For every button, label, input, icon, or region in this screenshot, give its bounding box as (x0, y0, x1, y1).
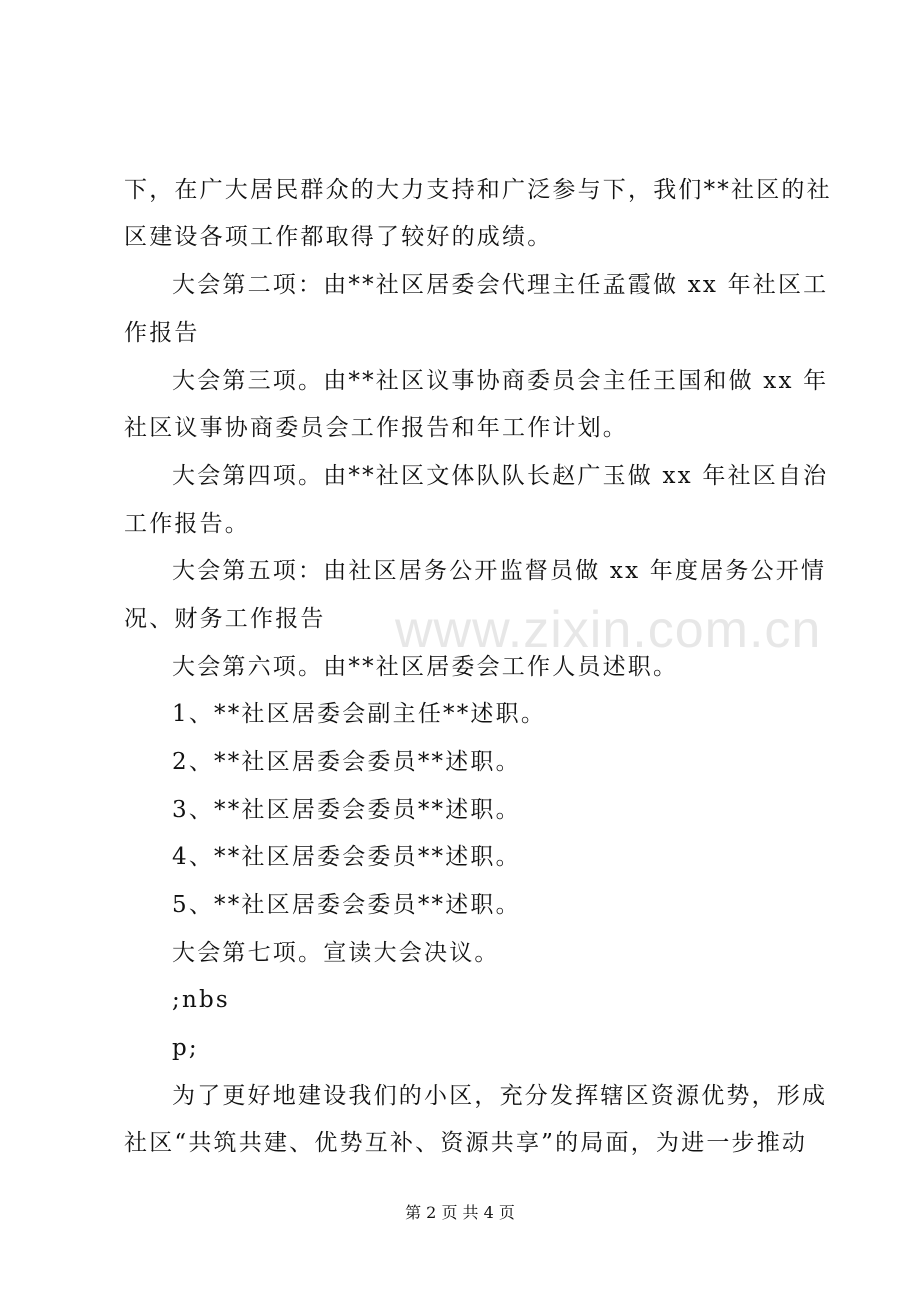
paragraph-line: 作报告 (124, 320, 200, 346)
paragraph-line: 大会第四项。由**社区文体队队长赵广玉做 xx 年社区自治 (172, 463, 829, 489)
paragraph-line: p; (172, 1035, 199, 1061)
page-footer: 第 2 页 共 4 页 (405, 1203, 515, 1222)
paragraph-line: 区建设各项工作都取得了较好的成绩。 (124, 224, 553, 250)
paragraph-line: 为了更好地建设我们的小区，充分发挥辖区资源优势，形成 (172, 1083, 828, 1109)
paragraph-line: 工作报告。 (124, 511, 250, 537)
paragraph-line: 下，在广大居民群众的大力支持和广泛参与下，我们**社区的社 (124, 177, 832, 203)
paragraph-line: 社区议事协商委员会工作报告和年工作计划。 (124, 415, 628, 441)
list-item: 2、**社区居委会委员**述职。 (172, 749, 521, 775)
paragraph-line: ;nbs (172, 987, 230, 1013)
paragraph-line: 大会第七项。宣读大会决议。 (172, 940, 500, 966)
paragraph-line: 大会第三项。由**社区议事协商委员会主任王国和做 xx 年 (172, 368, 829, 394)
paragraph-line: 大会第五项：由社区居务公开监督员做 xx 年度居务公开情 (172, 558, 827, 584)
paragraph-line: 大会第六项。由**社区居委会工作人员述职。 (172, 654, 679, 680)
list-item: 1、**社区居委会副主任**述职。 (172, 701, 547, 727)
watermark: www.zixin.com.cn (395, 601, 822, 659)
list-item: 4、**社区居委会委员**述职。 (172, 844, 521, 870)
paragraph-line: 况、财务工作报告 (124, 606, 326, 632)
list-item: 3、**社区居委会委员**述职。 (172, 797, 521, 823)
paragraph-line: 社区“共筑共建、优势互补、资源共享”的局面，为进一步推动 (124, 1130, 808, 1156)
list-item: 5、**社区居委会委员**述职。 (172, 892, 521, 918)
paragraph-line: 大会第二项：由**社区居委会代理主任孟霞做 xx 年社区工 (172, 272, 829, 298)
